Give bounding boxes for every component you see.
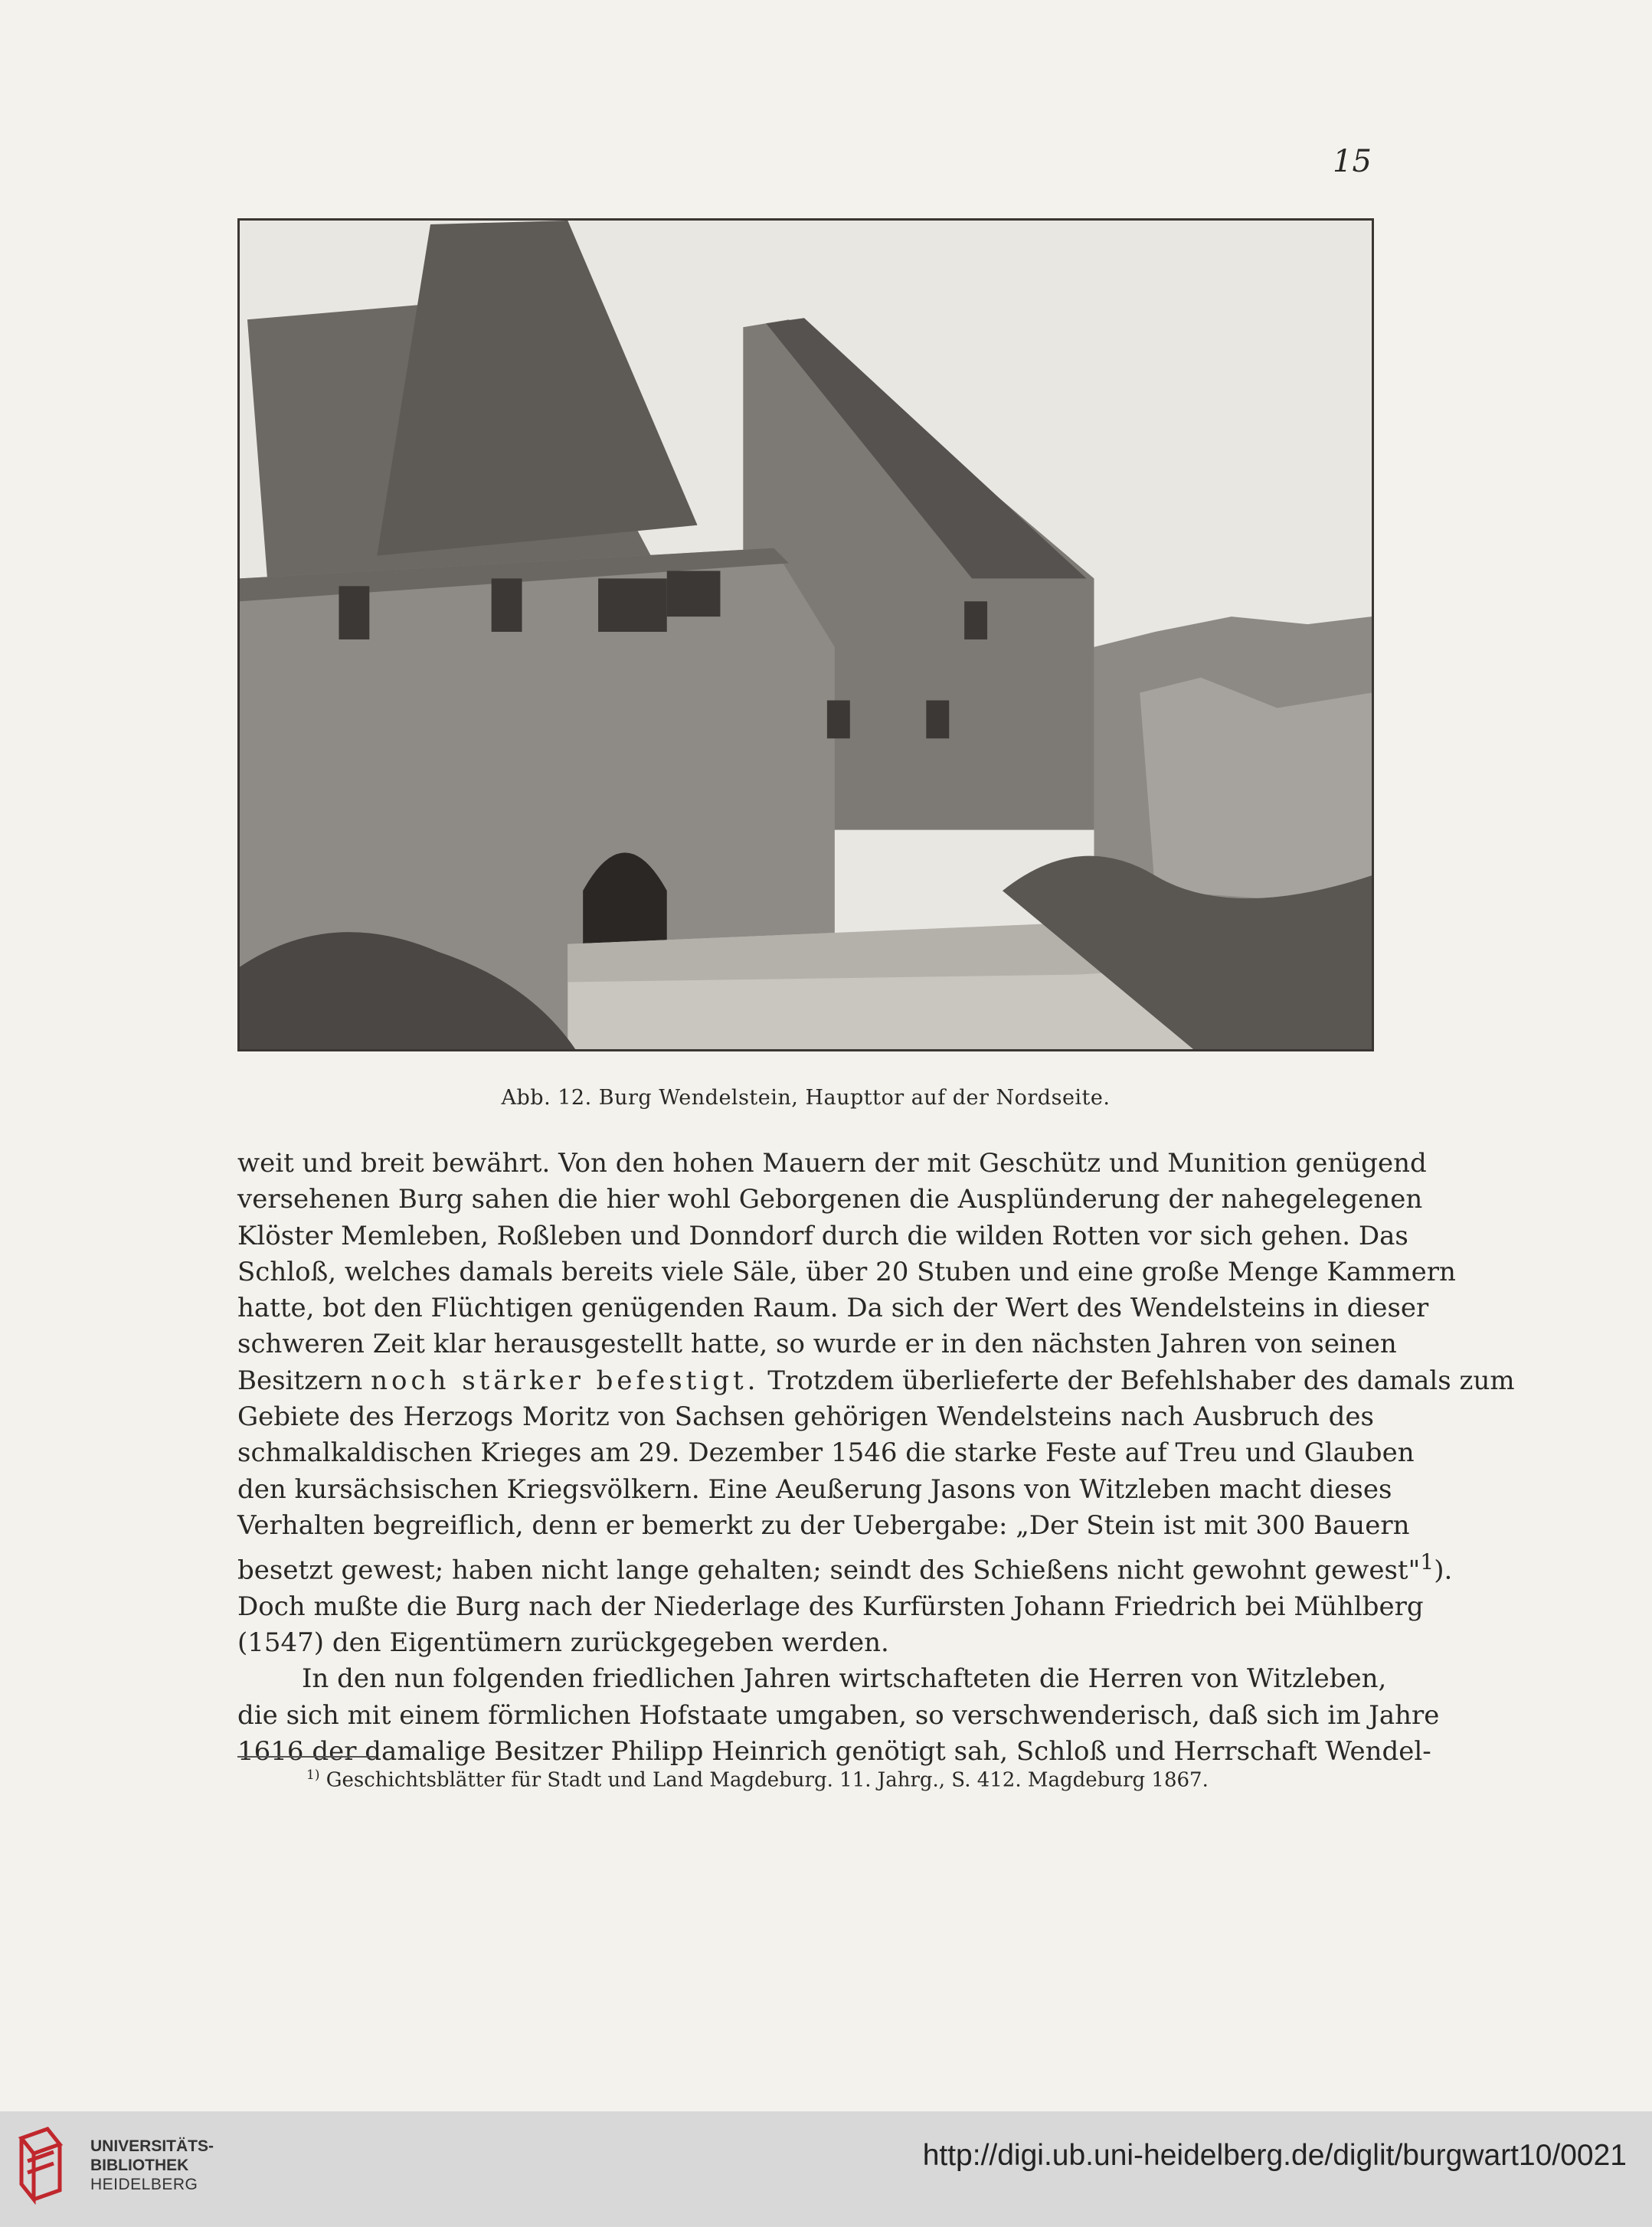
text-line: weit und breit bewährt. Von den hohen Mauern der mit Geschütz und Munition genügend [237,1148,1427,1179]
text-line: versehenen Burg sahen die hier wohl Geborgenen die Ausplünderung der nahegelegenen [237,1184,1423,1215]
library-name-line: BIBLIOTHEK [90,2157,189,2174]
text-line: Gebiete des Herzogs Moritz von Sachsen gehörigen Wendelsteins nach Ausbruch des [237,1401,1374,1433]
library-name-line: UNIVERSITÄTS- [90,2137,214,2155]
castle-illustration [237,218,1374,1051]
text-fragment: besetzt gewest; haben nicht lange gehalten; seindt des Schießens nicht gewohnt gewest" [237,1555,1421,1586]
body-text [237,1146,1515,1770]
library-name [90,2137,214,2194]
text-fragment: Besitzern [237,1365,371,1396]
figure-caption: Abb. 12. Burg Wendelstein, Haupttor auf der Nordseite. [501,1086,1111,1110]
text-fragment: ). [1434,1555,1453,1586]
footnote-text: Geschichtsblätter für Stadt und Land Magdeburg. 11. Jahrg., S. 412. Magdeburg 1867. [319,1768,1209,1792]
text-line: 1616 der damalige Besitzer Philipp Heinrich genötigt sah, Schloß und Herrschaft Wendel- [237,1736,1431,1768]
text-line: Verhalten begreiflich, denn er bemerkt zu der Uebergabe: „Der Stein ist mit 300 Bauern [237,1509,1410,1541]
footnote-divider [237,1756,375,1758]
text-line: Klöster Memleben, Roßleben und Donndorf durch die wilden Rotten vor sich gehen. Das [237,1220,1408,1251]
footnote [306,1768,1379,1792]
text-fragment: Trotzdem überlieferte der Befehlshaber des damals zum [759,1365,1515,1396]
page-number: 15 [1333,144,1372,179]
text-line: In den nun folgenden friedlichen Jahren wirtschafteten die Herren von Witzleben, [302,1663,1387,1695]
text-line: (1547) den Eigentümern zurückgegeben werden. [237,1627,889,1659]
text-line: schmalkaldischen Krieges am 29. Dezember 1546 die starke Feste auf Treu und Glauben [237,1437,1415,1469]
emphasized-text: noch stärker befestigt. [371,1365,760,1396]
text-line: schweren Zeit klar herausgestellt hatte, so wurde er in den nächsten Jahren von seinen [237,1329,1397,1360]
text-line: den kursächsischen Kriegsvölkern. Eine Aeußerung Jasons von Witzleben macht dieses [237,1473,1392,1505]
text-line: Schloß, welches damals bereits viele Säle, über 20 Stuben und eine große Menge Kammern [237,1256,1456,1287]
library-logo-icon [17,2123,64,2207]
text-line: die sich mit einem förmlichen Hofstaate umgaben, so verschwenderisch, daß sich im Jahre [237,1699,1440,1731]
castle-drawing [240,221,1372,1049]
library-name-line: HEIDELBERG [90,2176,198,2193]
footnote-reference: 1 [1420,1549,1434,1575]
text-line: Doch mußte die Burg nach der Niederlage des Kurfürsten Johann Friedrich bei Mühlberg [237,1591,1424,1622]
footnote-marker: 1) [306,1768,320,1783]
text-line [237,1363,1515,1399]
text-line [237,1544,1453,1589]
source-url-link[interactable]: http://digi.ub.uni-heidelberg.de/diglit/burgwart10/0021 [922,2139,1627,2172]
text-line: hatte, bot den Flüchtigen genügenden Raum. Da sich der Wert des Wendelsteins in dieser [237,1293,1429,1324]
